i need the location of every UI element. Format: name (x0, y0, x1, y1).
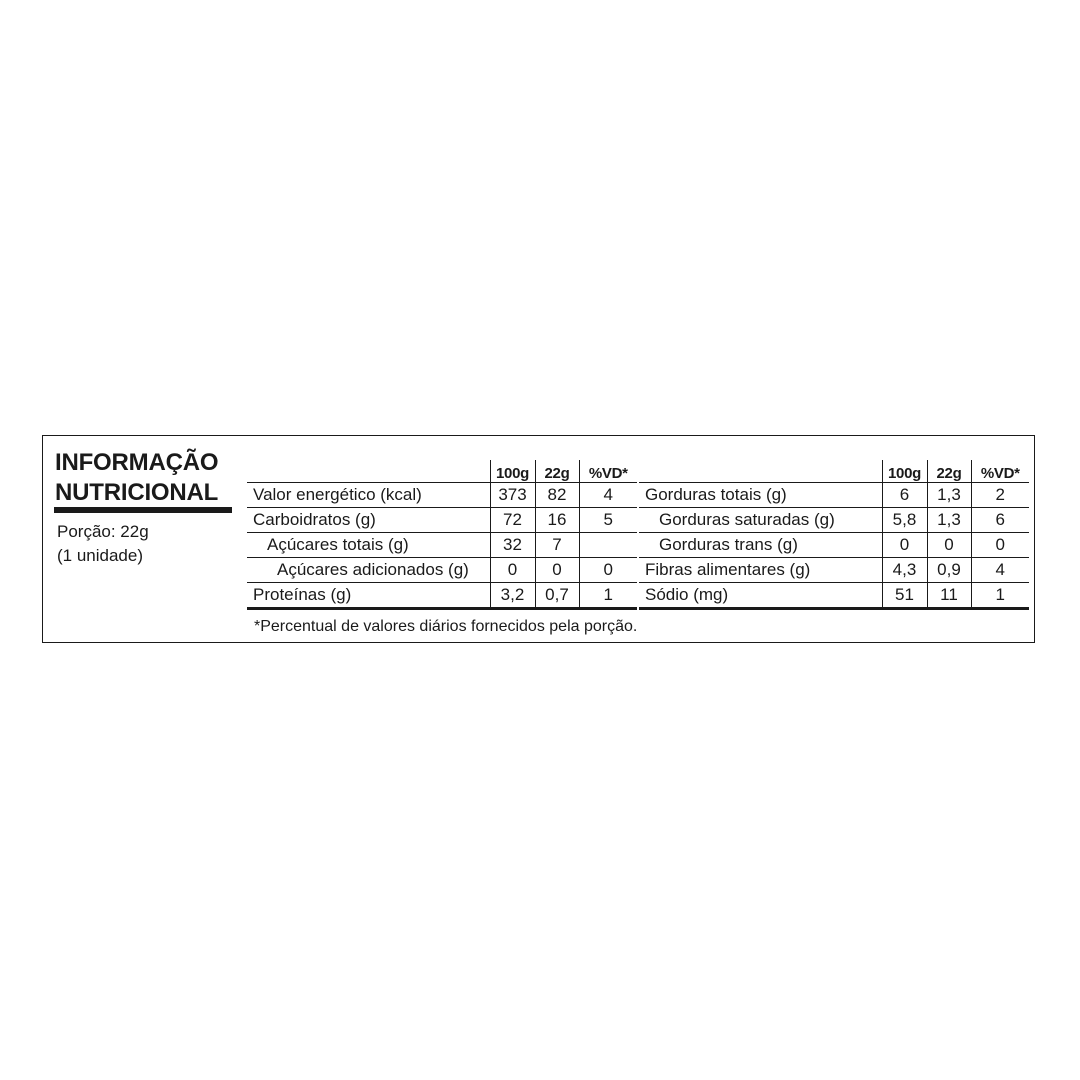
nutrient-label: Carboidratos (g) (253, 510, 376, 529)
value-22g: 1,3 (927, 508, 971, 533)
nutrient-label: Gorduras trans (g) (659, 535, 798, 554)
header-label-blank (639, 460, 882, 483)
title-underline-bar (54, 507, 232, 513)
value-22g: 7 (535, 533, 579, 558)
value-100g: 72 (490, 508, 535, 533)
value-vd: 1 (971, 583, 1029, 609)
value-100g: 32 (490, 533, 535, 558)
nutrient-label: Sódio (mg) (645, 585, 729, 604)
table-row (247, 533, 637, 558)
value-22g: 11 (927, 583, 971, 609)
value-100g: 0 (882, 533, 927, 558)
value-22g: 0,9 (927, 558, 971, 583)
table-header-row (639, 460, 1029, 483)
header-100g: 100g (882, 460, 927, 483)
nutrient-label: Gorduras saturadas (g) (659, 510, 835, 529)
value-vd: 0 (971, 533, 1029, 558)
value-22g: 16 (535, 508, 579, 533)
value-vd: 4 (579, 483, 637, 508)
header-22g: 22g (927, 460, 971, 483)
table-row (247, 558, 637, 583)
nutrients-table-right (639, 460, 1029, 610)
value-22g: 0 (535, 558, 579, 583)
value-100g: 5,8 (882, 508, 927, 533)
header-label-blank (247, 460, 490, 483)
header-100g: 100g (490, 460, 535, 483)
nutrient-label: Açúcares adicionados (g) (277, 560, 469, 579)
value-100g: 3,2 (490, 583, 535, 609)
value-vd: 5 (579, 508, 637, 533)
table-row (639, 558, 1029, 583)
value-100g: 4,3 (882, 558, 927, 583)
nutrition-title (55, 448, 218, 508)
portion-units: (1 unidade) (57, 546, 144, 565)
table-row (639, 483, 1029, 508)
value-vd: 2 (971, 483, 1029, 508)
nutrients-table-left (247, 460, 637, 610)
nutrient-label: Gorduras totais (g) (645, 485, 787, 504)
title-line-1: INFORMAÇÃO (55, 449, 219, 476)
table-row (639, 508, 1029, 533)
header-22g: 22g (535, 460, 579, 483)
nutrition-facts-panel (42, 435, 1035, 643)
value-100g: 6 (882, 483, 927, 508)
value-100g: 51 (882, 583, 927, 609)
nutrient-label: Proteínas (g) (253, 585, 352, 604)
value-22g: 0 (927, 533, 971, 558)
nutrient-label: Fibras alimentares (g) (645, 560, 811, 579)
table-row (247, 508, 637, 533)
table-header-row (247, 460, 637, 483)
value-vd: 6 (971, 508, 1029, 533)
value-100g: 373 (490, 483, 535, 508)
portion-info (57, 520, 149, 568)
table-row (639, 533, 1029, 558)
title-line-2: NUTRICIONAL (55, 479, 219, 506)
value-100g: 0 (490, 558, 535, 583)
table-row (247, 483, 637, 508)
value-vd (579, 533, 637, 558)
header-vd: %VD* (971, 460, 1029, 483)
footnote: *Percentual de valores diários fornecidos pela porção. (254, 618, 638, 635)
nutrient-label: Valor energético (kcal) (253, 485, 422, 504)
value-22g: 1,3 (927, 483, 971, 508)
table-row (639, 583, 1029, 609)
portion-size: Porção: 22g (57, 522, 149, 541)
value-22g: 82 (535, 483, 579, 508)
table-row (247, 583, 637, 609)
value-22g: 0,7 (535, 583, 579, 609)
nutrient-label: Açúcares totais (g) (267, 535, 409, 554)
value-vd: 0 (579, 558, 637, 583)
value-vd: 4 (971, 558, 1029, 583)
header-vd: %VD* (579, 460, 637, 483)
value-vd: 1 (579, 583, 637, 609)
